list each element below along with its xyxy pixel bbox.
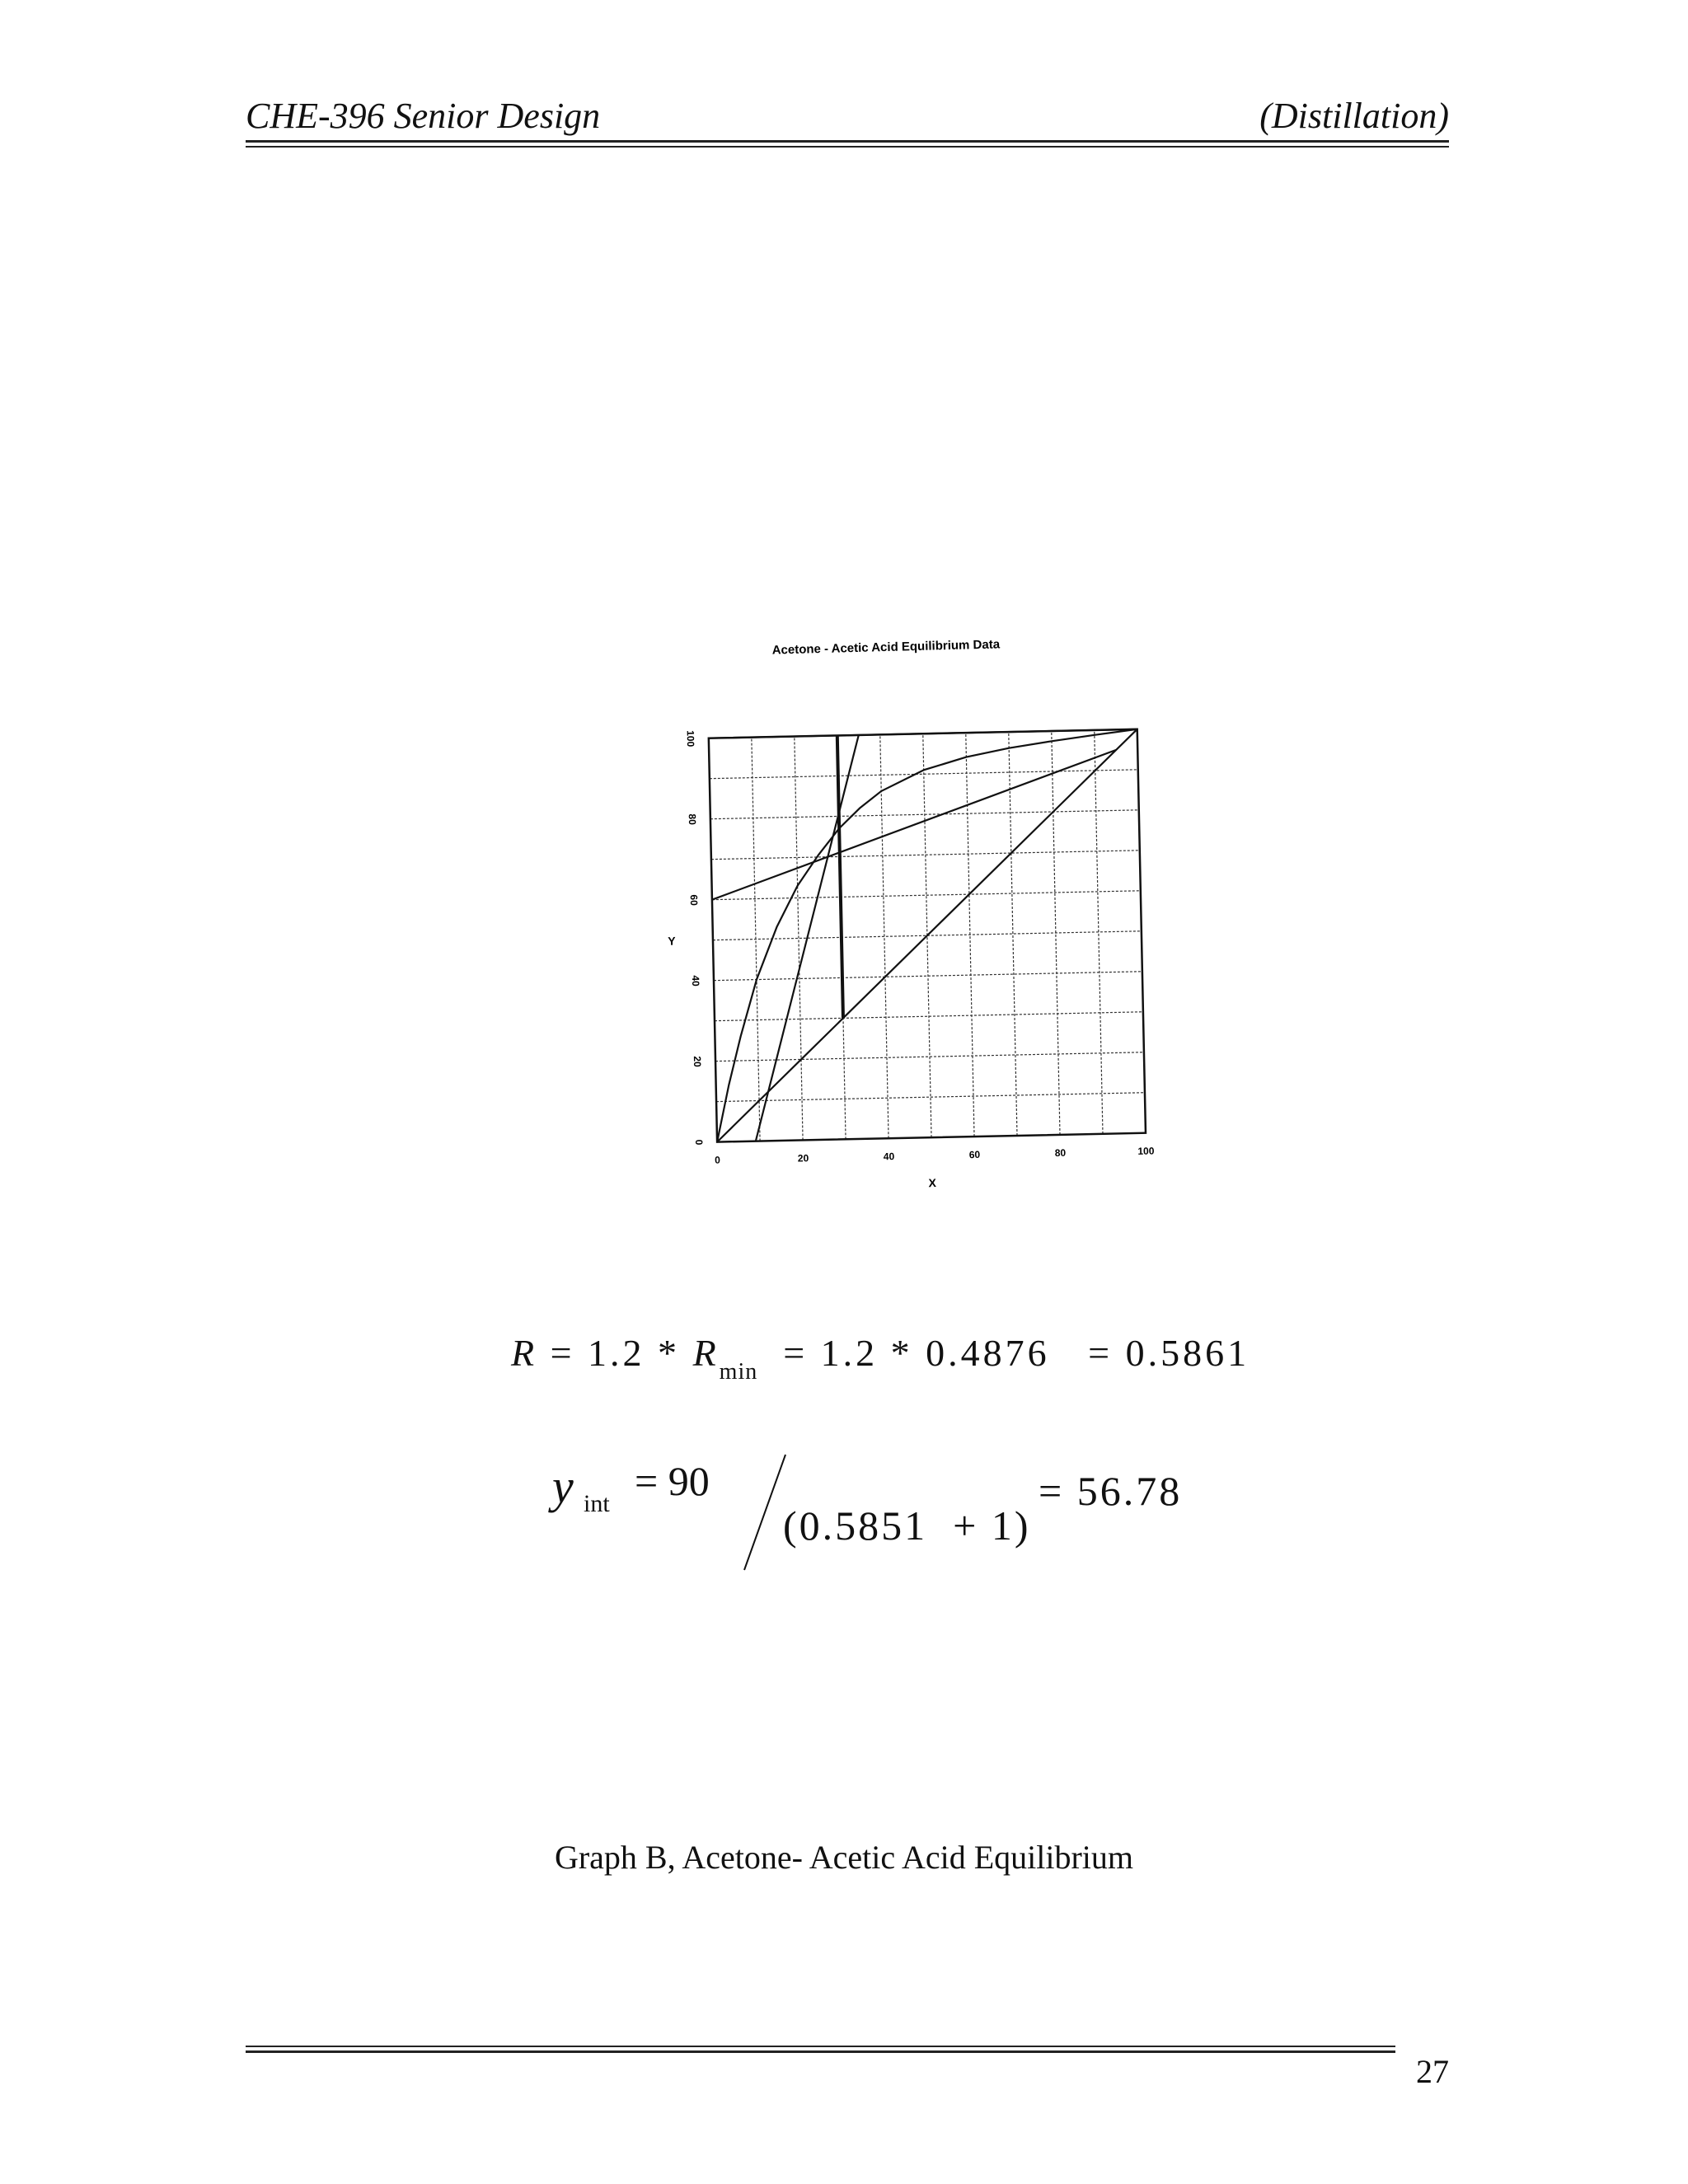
eq1-min-subscript: min xyxy=(719,1359,758,1385)
eq1-r-symbol: R xyxy=(511,1332,538,1374)
x-tick-label: 100 xyxy=(1137,1145,1155,1157)
header-section-title: (Distillation) xyxy=(1259,96,1449,136)
y-tick-label: 100 xyxy=(684,730,697,748)
x-tick-label: 20 xyxy=(797,1152,809,1165)
footer-rule-double xyxy=(246,2050,1395,2053)
x-axis-label: X xyxy=(928,1176,937,1190)
page-number: 27 xyxy=(1416,2053,1449,2090)
equilibrium-chart xyxy=(643,626,1187,1220)
eq1-rmin-symbol: R xyxy=(692,1332,720,1374)
page-header xyxy=(246,95,1449,152)
y-axis-label: Y xyxy=(668,934,676,948)
y-tick-label: 20 xyxy=(691,1056,704,1067)
y-tick-label: 0 xyxy=(693,1139,706,1146)
eq1-multiplier: = 1.2 * xyxy=(537,1332,693,1374)
footer-rule xyxy=(246,2046,1395,2047)
eq2-result: = 56.78 xyxy=(1039,1468,1183,1514)
series-line-3 xyxy=(748,735,867,1141)
x-tick-label: 80 xyxy=(1054,1146,1067,1160)
chart-title: Acetone - Acetic Acid Equilibrium Data xyxy=(771,637,1001,658)
series-line-4 xyxy=(837,735,843,1018)
eq2-int-subscript: int xyxy=(584,1490,610,1517)
header-rule xyxy=(246,140,1449,143)
x-tick-label: 0 xyxy=(715,1154,721,1166)
fraction-slash xyxy=(740,1451,790,1574)
x-tick-label: 40 xyxy=(883,1151,895,1163)
x-tick-label: 60 xyxy=(968,1148,981,1161)
eq2-y-symbol: y xyxy=(552,1460,574,1513)
y-tick-label: 60 xyxy=(687,894,701,906)
header-course-title: CHE-396 Senior Design xyxy=(246,96,601,136)
reflux-ratio-equation xyxy=(511,1331,1250,1385)
figure-caption: Graph B, Acetone- Acetic Acid Equilibrium xyxy=(554,1839,1134,1876)
eq1-result: = 1.2 * 0.4876 = 0.5861 xyxy=(757,1332,1250,1374)
eq2-numerator: = 90 xyxy=(635,1458,710,1504)
header-rule-double xyxy=(246,146,1449,148)
eq2-denominator: (0.5851 + 1) xyxy=(783,1502,1031,1549)
y-intercept-equation xyxy=(552,1451,1228,1574)
y-tick-label: 40 xyxy=(689,975,702,987)
y-tick-label: 80 xyxy=(686,813,699,825)
series-line-2 xyxy=(709,750,1118,900)
